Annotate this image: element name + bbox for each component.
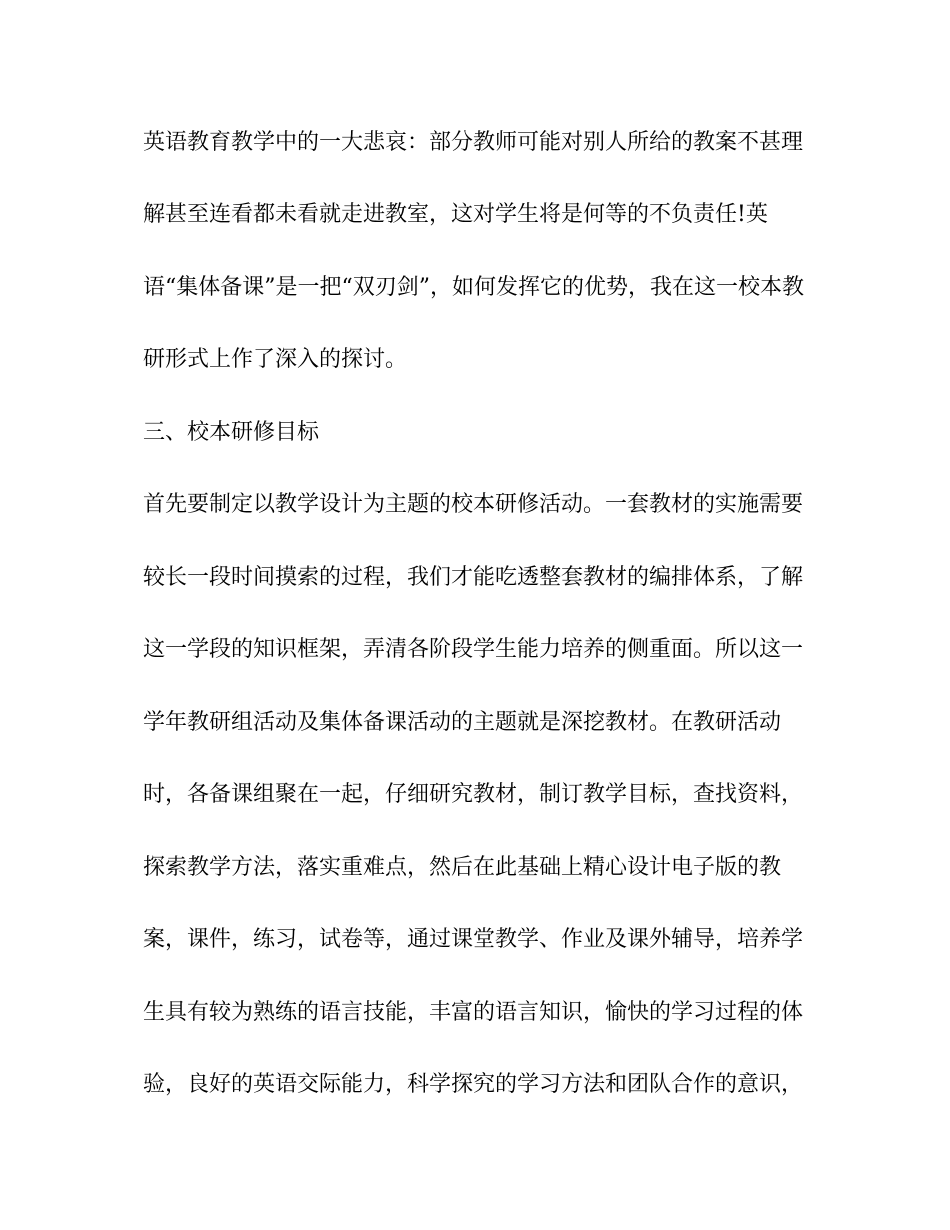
paragraph-line: 案，课件，练习，试卷等，通过课堂教学、作业及课外辅导，培养学 bbox=[143, 927, 804, 952]
paragraph-line: 较长一段时间摸索的过程，我们才能吃透整套教材的编排体系，了解 bbox=[143, 565, 804, 590]
paragraph-line: 语“集体备课”是一把“双刃剑”，如何发挥它的优势，我在这一校本教 bbox=[143, 275, 804, 300]
section-heading: 三、校本研修目标 bbox=[143, 420, 320, 445]
paragraph-line: 验，良好的英语交际能力，科学探究的学习方法和团队合作的意识， bbox=[143, 1072, 804, 1097]
paragraph-line: 解甚至连看都未看就走进教室，这对学生将是何等的不负责任!英 bbox=[143, 202, 768, 227]
paragraph-line: 生具有较为熟练的语言技能，丰富的语言知识，愉快的学习过程的体 bbox=[143, 1000, 804, 1025]
paragraph-line: 探索教学方法，落实重难点，然后在此基础上精心设计电子版的教 bbox=[143, 855, 782, 880]
paragraph-line: 英语教育教学中的一大悲哀：部分教师可能对别人所给的教案不甚理 bbox=[143, 130, 804, 155]
paragraph-line: 学年教研组活动及集体备课活动的主题就是深挖教材。在教研活动 bbox=[143, 710, 782, 735]
paragraph-line: 首先要制定以教学设计为主题的校本研修活动。一套教材的实施需要 bbox=[143, 492, 804, 517]
paragraph-line: 这一学段的知识框架，弄清各阶段学生能力培养的侧重面。所以这一 bbox=[143, 637, 804, 662]
paragraph-line: 时，各备课组聚在一起，仔细研究教材，制订教学目标，查找资料， bbox=[143, 782, 804, 807]
paragraph-line: 研形式上作了深入的探讨。 bbox=[143, 347, 408, 372]
